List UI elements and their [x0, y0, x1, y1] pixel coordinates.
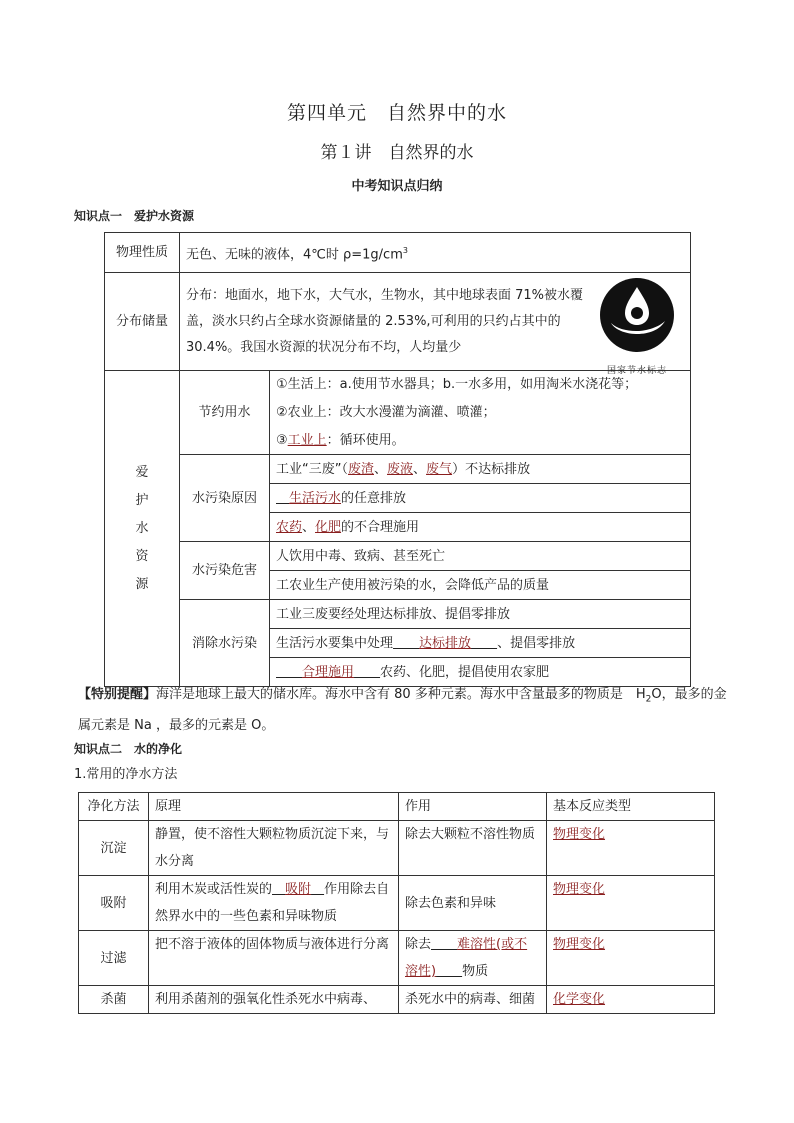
- harm-2: 工农业生产使用被污染的水，会降低产品的质量: [270, 571, 691, 600]
- kp2-subheading: 1.常用的净水方法: [74, 767, 178, 782]
- kp1-heading: 知识点一 爱护水资源: [74, 209, 195, 223]
- purification-table: [78, 792, 715, 1014]
- note-label: 【特别提醒】: [78, 687, 157, 702]
- eliminate-3: 合理施用 农药、化肥，提倡使用农家肥: [270, 658, 691, 687]
- distribution-cell: [180, 273, 691, 376]
- col-header-principle: 原理: [149, 793, 399, 821]
- lesson-title: 第１讲 自然界的水: [320, 143, 474, 163]
- save-item-2: ②农业上：改大水漫灌为滴灌、喷灌；: [270, 399, 691, 427]
- cause-1: 工业“三废”（废渣、废液、废气）不达标排放: [270, 455, 691, 484]
- cause-3: 农药、化肥的不合理施用: [270, 513, 691, 542]
- col-header-method: 净化方法: [79, 793, 149, 821]
- col-header-type: 基本反应类型: [547, 793, 715, 821]
- table-row: 过滤 把不溶于液体的固体物质与液体进行分离 除去 难溶性(或不溶性) 物质 物理变化: [79, 931, 715, 986]
- water-resources-table: [104, 232, 691, 687]
- table-row: 杀菌 利用杀菌剂的强氧化性杀死水中病毒、 杀死水中的病毒、细菌 化学变化: [79, 986, 715, 1014]
- physical-value: 无色、无味的液体，4℃时 $\rho=1g/cm^3$: [180, 233, 691, 273]
- note-text: 海洋是地球上最大的储水库。海水中含有 80 多种元素。海水中含量最多的物质是 H: [156, 687, 646, 702]
- section-title: 中考知识点归纳: [351, 179, 443, 194]
- eliminate-label: 消除水污染: [180, 600, 270, 687]
- unit-title: 第四单元 自然界中的水: [286, 102, 507, 124]
- table-row: 吸附 利用木炭或活性炭的 吸附 作用除去自然界水中的一些色素和异味物质 除去色素和异味 物理变化: [79, 876, 715, 931]
- note-text-2: O，最多的金属元素是 Na ，最多的元素是 O。: [78, 687, 727, 733]
- eliminate-2: 生活污水要集中处理 达标排放 、提倡零排放: [270, 629, 691, 658]
- harm-1: 人饮用中毒、致病、甚至死亡: [270, 542, 691, 571]
- logo-caption: 国家节水标志: [606, 366, 667, 376]
- col-header-effect: 作用: [399, 793, 547, 821]
- save-item-3: ③工业上：循环使用。: [270, 427, 691, 455]
- water-saving-logo: [594, 277, 680, 377]
- distribution-label: 分布储量: [105, 273, 180, 371]
- harm-label: 水污染危害: [180, 542, 270, 600]
- pollution-cause-label: 水污染原因: [180, 455, 270, 542]
- cause-2: 生活污水的任意排放: [270, 484, 691, 513]
- distribution-text: 分布：地面水，地下水，大气水，生物水，其中地球表面 71%被水覆盖，淡水只约占全球水资源储量的 2.53%,可利用的只约占其中的 30.4%。我国水资源的状况分布不均，人均量少: [186, 287, 584, 355]
- kp2-heading: 知识点二 水的净化: [74, 742, 183, 756]
- physical-label: 物理性质: [105, 233, 180, 273]
- water-drop-hand-icon: [597, 277, 677, 355]
- eliminate-1: 工业三废要经处理达标排放、提倡零排放: [270, 600, 691, 629]
- protect-water-label: 爱 护 水 资 源: [105, 371, 180, 687]
- save-water-label: 节约用水: [180, 371, 270, 455]
- table-row: 沉淀 静置，使不溶性大颗粒物质沉淀下来，与水分离 除去大颗粒不溶性物质 物理变化: [79, 821, 715, 876]
- save-item-1: ①生活上：a.使用节水器具；b.一水多用，如用淘米水浇花等；: [270, 371, 691, 399]
- special-note: 【特别提醒】海洋是地球上最大的储水库。海水中含有 80 多种元素。海水中含量最多的物质是 $H_2O$，最多的金属元素是 Na ，最多的元素是 O。: [78, 687, 727, 733]
